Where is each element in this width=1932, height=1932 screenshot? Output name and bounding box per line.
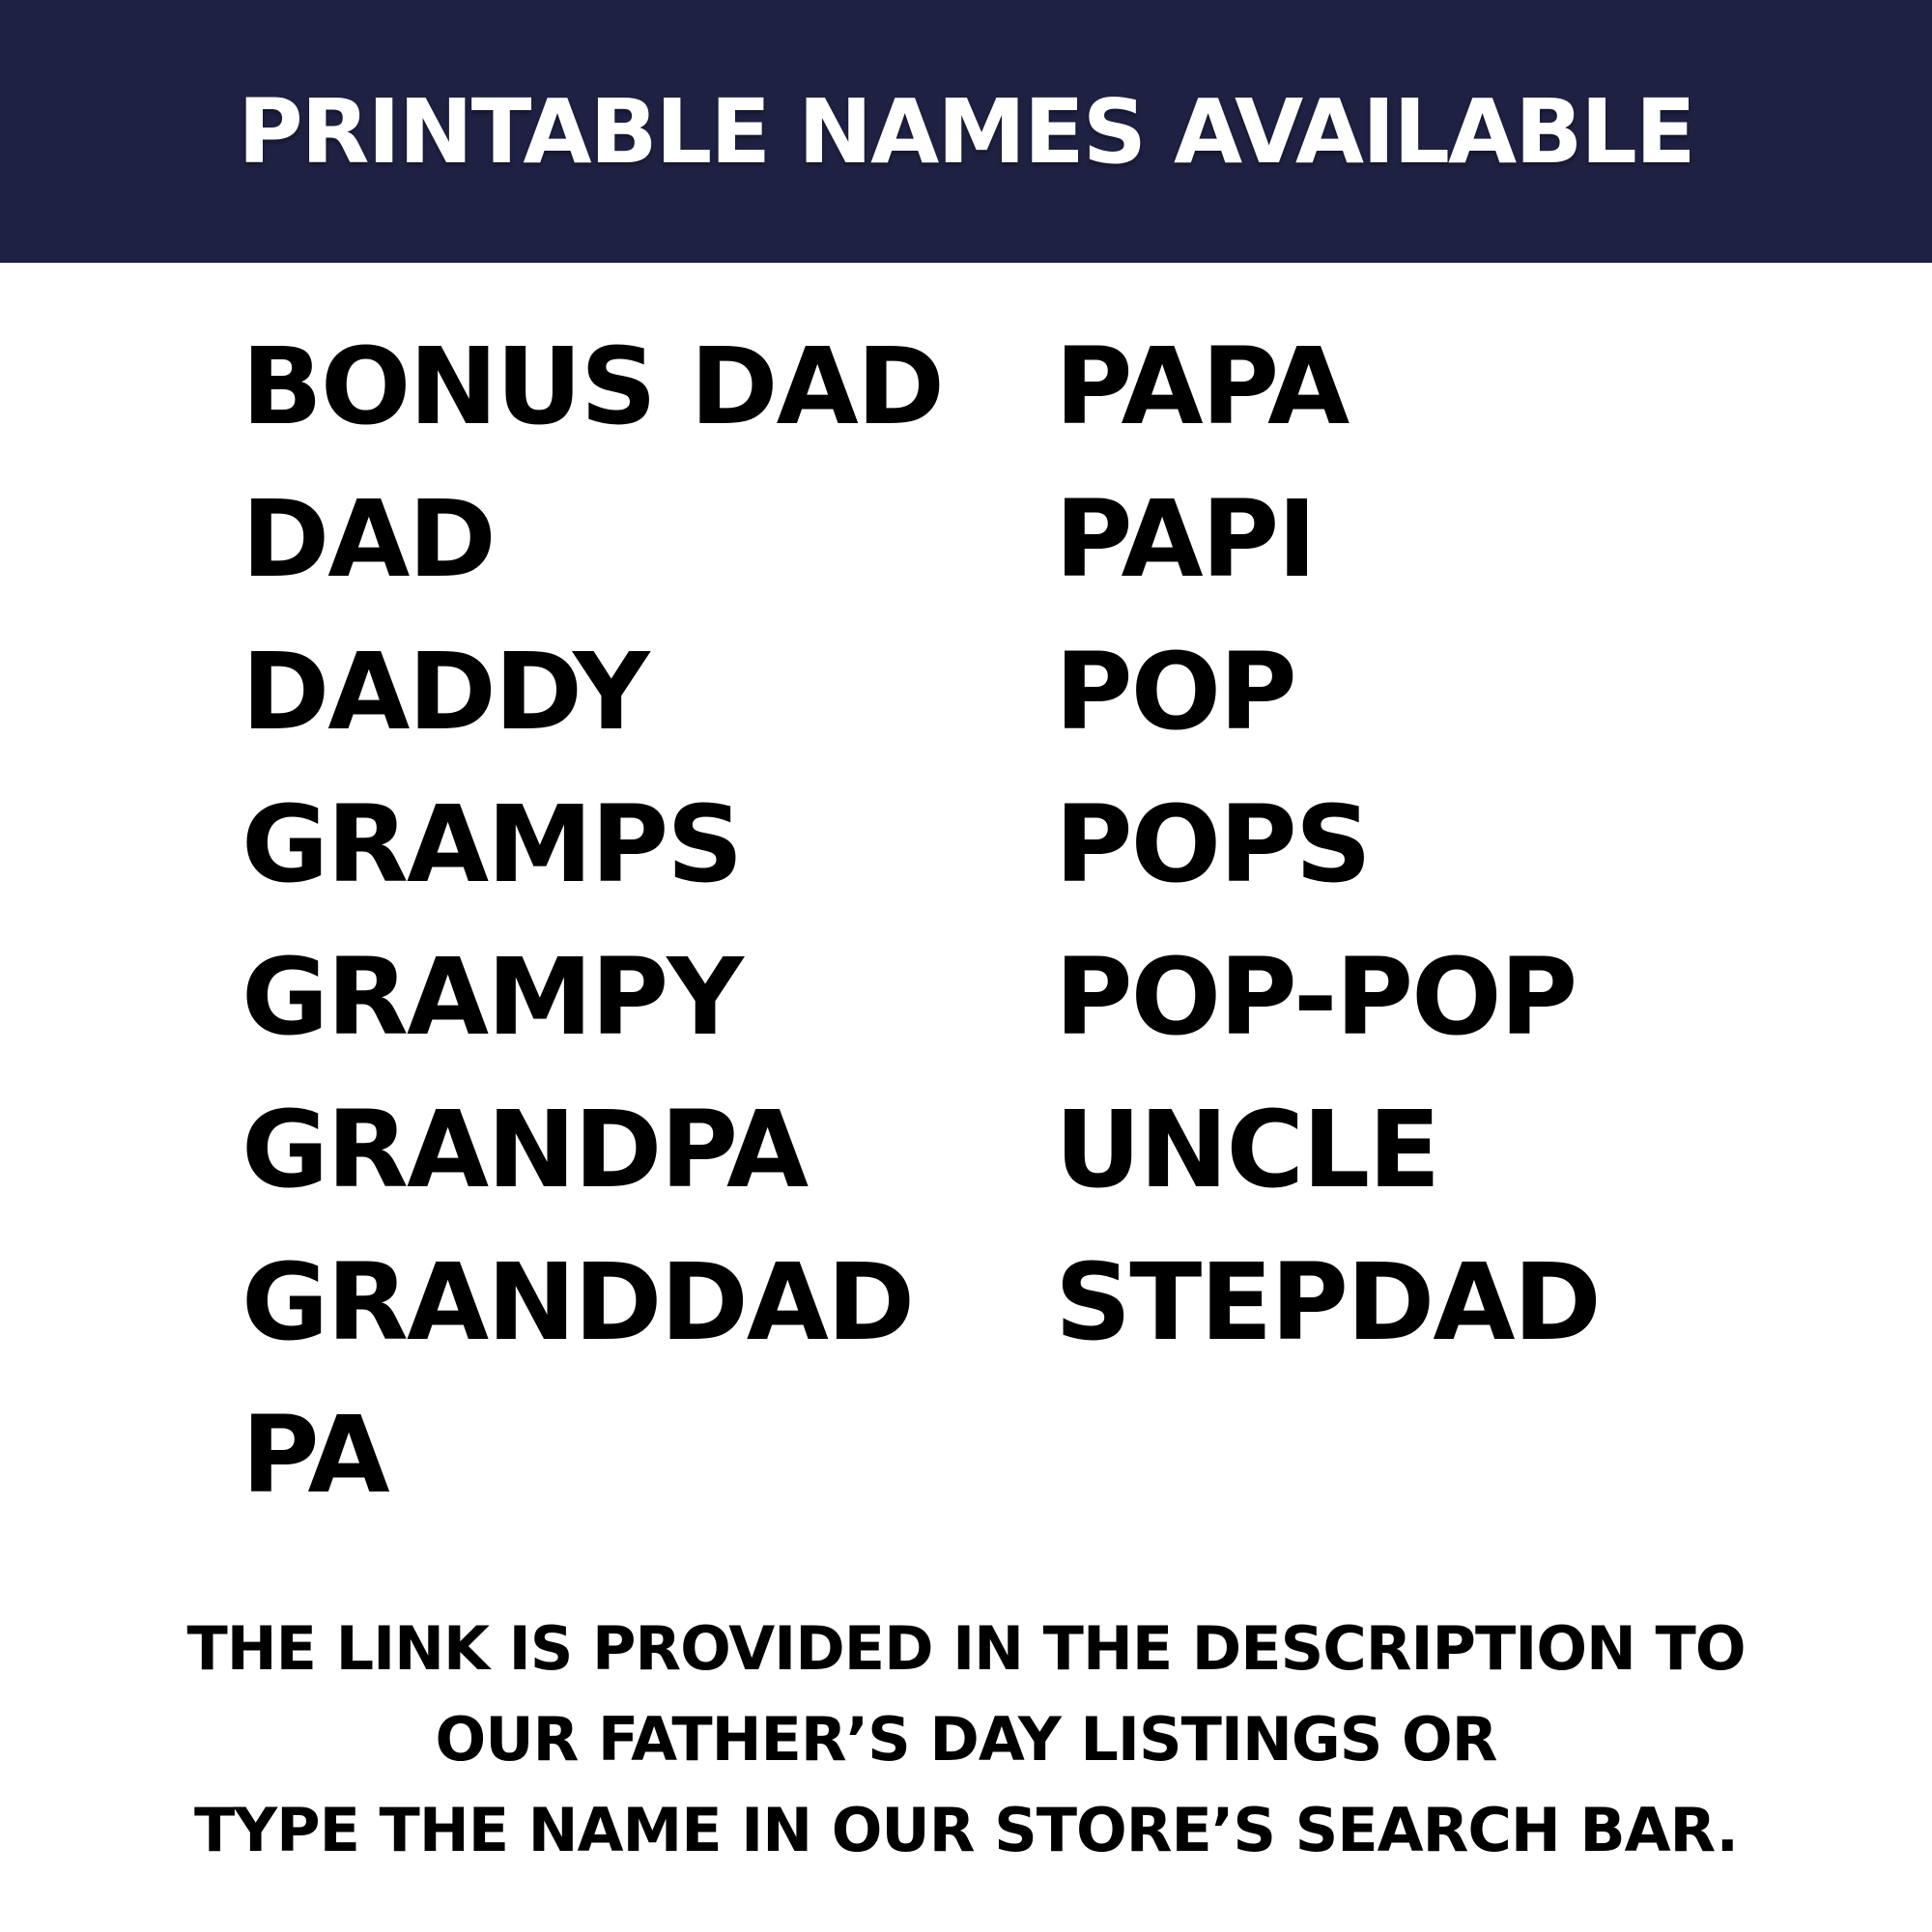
name-item: GRAMPY [242, 935, 742, 1059]
name-item: PAPI [1055, 477, 1316, 601]
names-column-right [1055, 325, 1600, 1397]
name-item: GRANDDAD [242, 1240, 914, 1364]
page-title: PRINTABLE NAMES AVAILABLE [238, 79, 1694, 184]
footer-line: OUR FATHER’S DAY LISTINGS OR [435, 1704, 1497, 1775]
name-item: DAD [242, 477, 495, 601]
name-item: STEPDAD [1055, 1240, 1600, 1364]
name-item: PA [242, 1393, 388, 1517]
name-item: POP-POP [1055, 935, 1577, 1059]
name-item: UNCLE [1055, 1088, 1439, 1211]
names-column-left [242, 325, 944, 1549]
name-item: GRANDPA [242, 1088, 808, 1211]
footer-line: TYPE THE NAME IN OUR STORE’S SEARCH BAR. [193, 1795, 1739, 1865]
name-item: POP [1055, 630, 1295, 753]
name-item: GRAMPS [242, 782, 742, 906]
header-banner [0, 0, 1932, 263]
name-item: BONUS DAD [242, 325, 944, 448]
name-item: DADDY [242, 630, 648, 753]
footer-note [0, 1604, 1932, 1876]
name-item: PAPA [1055, 325, 1349, 448]
name-item: POPS [1055, 782, 1370, 906]
footer-line: THE LINK IS PROVIDED IN THE DESCRIPTION TO [186, 1613, 1746, 1684]
